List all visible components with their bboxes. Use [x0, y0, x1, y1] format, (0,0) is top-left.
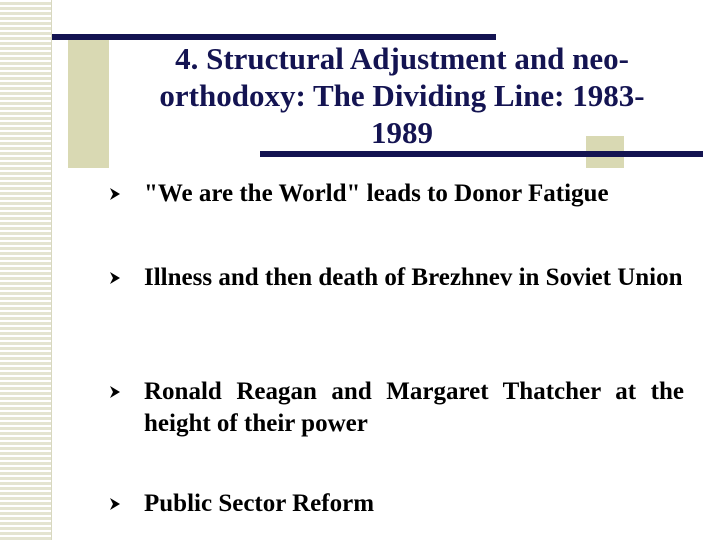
slide-title	[92, 40, 712, 151]
striped-margin	[0, 0, 52, 540]
bullet-text: Ronald Reagan and Margaret Thatcher at the height of their power	[144, 378, 684, 437]
slide-title-line: 4. Structural Adjustment and neo-	[175, 41, 629, 76]
bullet-text: Public Sector Reform	[144, 490, 375, 517]
slide-title-line: 1989	[371, 115, 433, 150]
arrowhead-bullet-icon	[108, 497, 122, 511]
arrowhead-bullet-icon	[108, 271, 122, 285]
bullet-text: "We are the World" leads to Donor Fatigue	[144, 180, 609, 207]
slide-title-line: orthodoxy: The Dividing Line: 1983-	[159, 78, 645, 113]
arrowhead-bullet-icon	[108, 187, 122, 201]
bullet-text: Illness and then death of Brezhnev in Soviet Union	[144, 264, 683, 291]
title-rule-bottom	[260, 151, 703, 157]
arrowhead-bullet-icon	[108, 385, 122, 399]
